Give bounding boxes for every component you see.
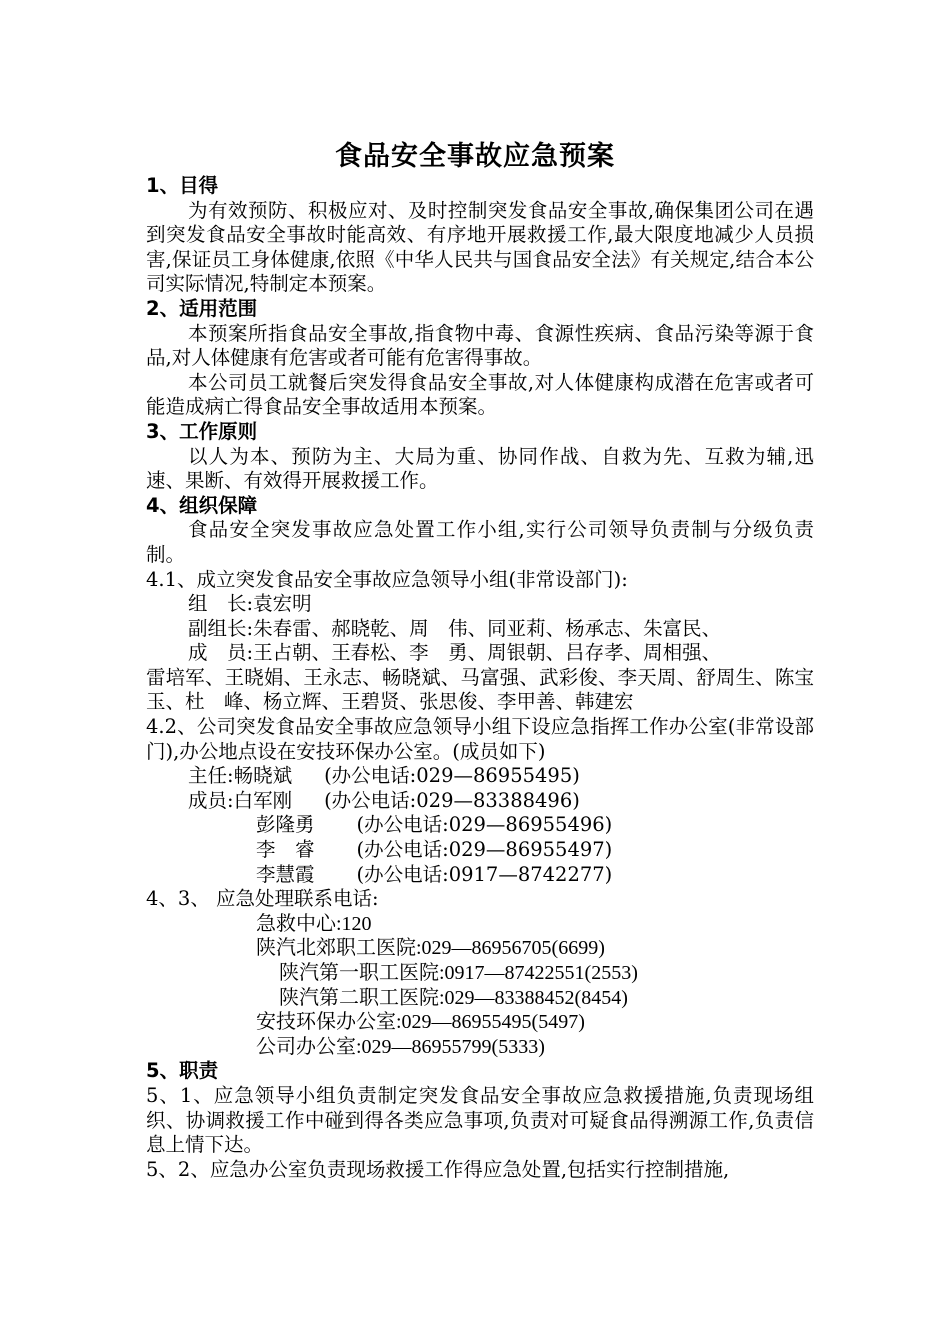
office-row-label: 李慧霞 (256, 862, 315, 886)
office-row (146, 813, 814, 838)
section-2-heading: 2、适用范围 (146, 296, 258, 320)
office-row-label: 李 睿 (256, 838, 315, 862)
office-row (146, 789, 814, 814)
contact-line: 陕汽北郊职工医院:029—86956705(6699) (256, 937, 605, 960)
contact-line: 陕汽第一职工医院:0917—87422551(2553) (279, 962, 638, 984)
section-5-2-paragraph: 5、2、应急办公室负责现场救援工作得应急处置,包括实行控制措施, (146, 1157, 730, 1181)
office-row-phone: (办公电话:029—83388496) (324, 788, 580, 812)
office-row-phone: (办公电话:029—86955497) (356, 838, 613, 862)
section-3-heading: 3、工作原则 (146, 419, 258, 443)
office-row-phone: (办公电话:029—86955496) (356, 813, 613, 837)
document-body (146, 174, 814, 1182)
office-row-phone: (办公电话:0917—8742277) (356, 862, 613, 886)
office-row-label: 彭隆勇 (256, 813, 315, 837)
section-4-1-line: 4.1、成立突发食品安全事故应急领导小组(非常设部门): (146, 567, 628, 591)
section-4-heading: 4、组织保障 (146, 493, 258, 517)
members-first-line: 成 员:王占朝、王春松、李 勇、周银朝、吕存孝、周相强、 (188, 641, 722, 665)
office-row-label: 主任:畅晓斌 (188, 764, 293, 788)
document-title: 食品安全事故应急预案 (335, 141, 615, 172)
section-4-2-paragraph: 4.2、公司突发食品安全事故应急领导小组下设应急指挥工作办公室(非常设部门),办公地点设在安技环保办公室。(成员如下) (146, 715, 814, 763)
office-row (146, 863, 814, 888)
section-4-paragraph: 食品安全突发事故应急处置工作小组,实行公司领导负责制与分级负责制。 (146, 518, 814, 566)
office-row-phone: (办公电话:029—86955495) (324, 764, 580, 788)
section-2-paragraph-1: 本预案所指食品安全事故,指食物中毒、食源性疾病、食品污染等源于食品,对人体健康有危害或者可能有危害得事故。 (146, 321, 814, 370)
section-5-heading: 5、职责 (146, 1059, 219, 1083)
contact-line: 安技环保办公室:029—86955495(5497) (256, 1011, 585, 1034)
contact-line: 公司办公室:029—86955799(5333) (256, 1035, 545, 1058)
contact-line: 急救中心:120 (256, 912, 372, 935)
section-5-1-paragraph: 5、1、应急领导小组负责制定突发食品安全事故应急救援措施,负责现场组织、协调救援工作中碰到得各类应急事项,负责对可疑食品得溯源工作,负责信息上情下达。 (146, 1083, 814, 1157)
section-3-paragraph: 以人为本、预防为主、大局为重、协同作战、自救为先、互救为辅,迅速、果断、有效得开展救援工作。 (146, 444, 814, 493)
office-row (146, 838, 814, 863)
section-2-paragraph-2: 本公司员工就餐后突发得食品安全事故,对人体健康构成潜在危害或者可能造成病亡得食品安全事故适用本预案。 (146, 370, 814, 419)
members-rest: 雷培军、王晓娟、王永志、畅晓斌、马富强、武彩俊、李天周、舒周生、陈宝玉、杜 峰、杨立辉、王碧贤、张思俊、李甲善、韩建宏 (146, 665, 814, 714)
office-row (146, 764, 814, 789)
group-leader: 组 长:袁宏明 (188, 592, 312, 616)
section-1-heading: 1、目得 (146, 174, 219, 197)
section-1-paragraph: 为有效预防、积极应对、及时控制突发食品安全事故,确保集团公司在遇到突发食品安全事故时能高效、有序地开展救援工作,最大限度地减少人员损害,保证员工身体健康,依照《中华人民共与国食品安全法》有关规定,结合本公司实际情况,特制定本预案。 (146, 198, 814, 296)
office-row-label: 成员:白军刚 (188, 788, 293, 812)
deputy-leaders: 副组长:朱春雷、郝晓乾、周 伟、同亚莉、杨承志、朱富民、 (188, 616, 722, 640)
section-4-3-line: 4、3、 应急处理联系电话: (146, 887, 379, 911)
contact-line: 陕汽第二职工医院:029—83388452(8454) (279, 986, 628, 1009)
